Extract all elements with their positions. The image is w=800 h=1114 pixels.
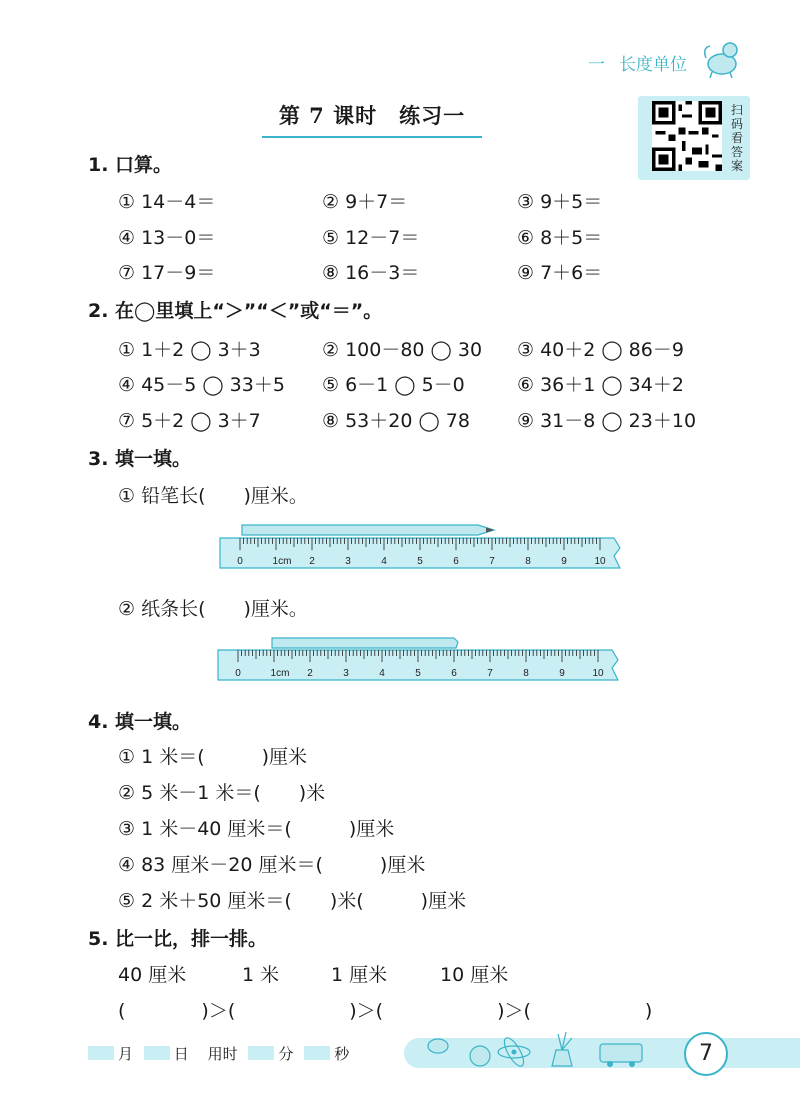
ruler-1-label: 7 (489, 556, 495, 567)
q3-sub1: ① 铅笔长( )厘米。 (118, 485, 308, 507)
mascot-icon (700, 38, 744, 78)
q4-item: ② 5 米－1 米＝( )米 (118, 782, 326, 804)
qr-label-char: 码 (730, 117, 743, 131)
qr-label-char: 案 (730, 159, 743, 173)
q3-sub2: ② 纸条长( )厘米。 (118, 598, 308, 620)
minute-blank[interactable] (248, 1046, 274, 1060)
q2-item: ⑧ 53＋20 ◯ 78 (322, 410, 470, 432)
footer-timer (88, 1043, 349, 1064)
ruler-2-label: 3 (343, 668, 349, 679)
ruler-2-label: 0 (235, 668, 241, 679)
ruler-1-label: 1cm (272, 556, 292, 567)
ruler-1-label: 10 (594, 556, 606, 567)
q1-item: ⑨ 7＋6＝ (517, 262, 603, 284)
ruler-2-label: 4 (379, 668, 385, 679)
q2-item: ⑨ 31－8 ◯ 23＋10 (517, 410, 697, 432)
ruler-2-label: 1cm (270, 668, 290, 679)
ruler-1-figure (218, 520, 628, 576)
q5-heading: 5. 比一比，排一排。 (88, 928, 268, 950)
ruler-2-label: 5 (415, 668, 421, 679)
q1-item: ③ 9＋5＝ (517, 191, 603, 213)
footer-time-used: 用时 (207, 1045, 238, 1063)
q1-item: ⑤ 12－7＝ (322, 227, 420, 249)
day-blank[interactable] (144, 1046, 170, 1060)
ruler-2-label: 10 (592, 668, 604, 679)
page-number: 7 (684, 1032, 728, 1076)
ruler-1-label: 9 (561, 556, 567, 567)
q4-heading: 4. 填一填。 (88, 711, 192, 733)
q2-item: ⑤ 6－1 ◯ 5－0 (322, 374, 465, 396)
q1-heading: 1. 口算。 (88, 154, 173, 176)
q4-item: ⑤ 2 米＋50 厘米＝( )米( )厘米 (118, 890, 467, 912)
qr-code-icon[interactable] (652, 101, 722, 171)
q2-item: ③ 40＋2 ◯ 86－9 (517, 339, 684, 361)
ruler-2-label: 6 (451, 668, 457, 679)
q4-item: ③ 1 米－40 厘米＝( )厘米 (118, 818, 395, 840)
ruler-1-label: 0 (237, 556, 243, 567)
footer-decoration-icon (424, 1026, 674, 1072)
qr-label (729, 103, 745, 173)
ruler-1-label: 2 (309, 556, 315, 567)
ruler-2-label: 2 (307, 668, 313, 679)
ruler-1-label: 3 (345, 556, 351, 567)
second-blank[interactable] (304, 1046, 330, 1060)
q5-value: 40 厘米 (118, 964, 187, 986)
ruler-1-label: 8 (525, 556, 531, 567)
qr-label-char: 扫 (730, 103, 743, 117)
q4-item: ④ 83 厘米－20 厘米＝( )厘米 (118, 854, 426, 876)
q5-value: 1 厘米 (331, 964, 388, 986)
q1-item: ② 9＋7＝ (322, 191, 408, 213)
q2-heading: 2. 在◯里填上“＞”“＜”或“＝”。 (88, 300, 383, 322)
q1-item: ⑦ 17－9＝ (118, 262, 216, 284)
q5-order-blanks: ( )＞( )＞( )＞( ) (118, 1000, 653, 1022)
ruler-2-label: 8 (523, 668, 529, 679)
ruler-2-label: 7 (487, 668, 493, 679)
header-unit-text: 长度单位 (619, 55, 687, 75)
lesson-title-block (262, 100, 482, 138)
q2-item: ⑦ 5＋2 ◯ 3＋7 (118, 410, 261, 432)
q5-value: 10 厘米 (440, 964, 509, 986)
footer-minute: 分 (278, 1045, 294, 1063)
q2-item: ⑥ 36＋1 ◯ 34＋2 (517, 374, 684, 396)
ruler-1-label: 4 (381, 556, 387, 567)
q2-item: ④ 45－5 ◯ 33＋5 (118, 374, 285, 396)
ruler-2-figure (216, 634, 626, 690)
q1-item: ⑧ 16－3＝ (322, 262, 420, 284)
q1-item: ④ 13－0＝ (118, 227, 216, 249)
q3-heading: 3. 填一填。 (88, 448, 192, 470)
q2-item: ② 100－80 ◯ 30 (322, 339, 483, 361)
ruler-1-label: 6 (453, 556, 459, 567)
q1-item: ⑥ 8＋5＝ (517, 227, 603, 249)
header-unit-label (588, 50, 687, 75)
month-blank[interactable] (88, 1046, 114, 1060)
pencil-1 (242, 525, 494, 535)
q2-item: ① 1＋2 ◯ 3＋3 (118, 339, 261, 361)
q5-value: 1 米 (242, 964, 280, 986)
lesson-title: 第 7 课时 练习一 (278, 103, 466, 128)
q4-item: ① 1 米＝( )厘米 (118, 746, 308, 768)
ruler-2-label: 9 (559, 668, 565, 679)
paper-strip (272, 638, 458, 648)
qr-label-char: 答 (730, 145, 743, 159)
footer-month: 月 (118, 1045, 134, 1063)
title-underline (262, 136, 482, 138)
header-dash: 一 (588, 55, 605, 75)
ruler-1-label: 5 (417, 556, 423, 567)
footer-day: 日 (173, 1045, 189, 1063)
q1-item: ① 14－4＝ (118, 191, 216, 213)
footer-second: 秒 (334, 1045, 350, 1063)
qr-label-char: 看 (730, 131, 743, 145)
